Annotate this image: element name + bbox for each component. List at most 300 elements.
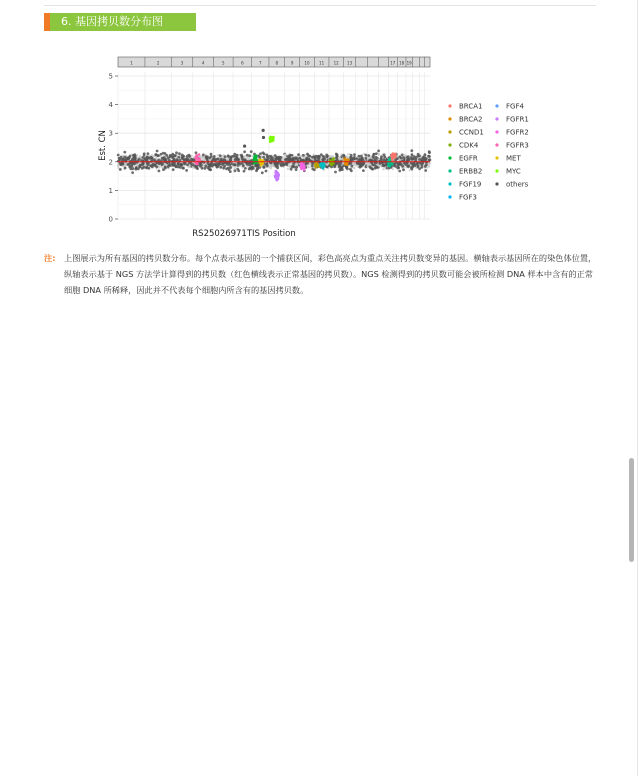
cn-point-other: [192, 163, 195, 166]
cn-point-other: [380, 155, 383, 158]
cn-point-other: [182, 167, 185, 170]
cn-point-other: [222, 167, 225, 170]
cn-point-other: [163, 158, 166, 161]
cn-point-other: [393, 162, 396, 165]
legend-label: EGFR: [459, 154, 478, 163]
cn-point-other: [156, 150, 159, 153]
legend-swatch: [448, 156, 451, 159]
cn-point: [270, 167, 272, 169]
gene-point-egfr: [253, 157, 256, 160]
cn-point: [382, 168, 384, 170]
cn-point-other: [230, 156, 233, 159]
cn-point-other: [397, 167, 400, 170]
cn-point-other: [291, 154, 294, 157]
cn-point: [251, 155, 253, 157]
cn-point-other: [186, 157, 189, 160]
cn-point: [340, 153, 342, 155]
cn-point-other: [297, 153, 300, 156]
cn-point-other: [237, 169, 240, 172]
cn-point: [308, 166, 310, 168]
cn-point-other: [262, 156, 265, 159]
cn-point-other: [210, 155, 213, 158]
legend-swatch: [448, 117, 451, 120]
y-tick-label: 4: [108, 101, 113, 110]
cn-point-other: [411, 162, 414, 165]
y-tick-label: 3: [108, 129, 113, 138]
cn-point-other: [371, 168, 374, 171]
cn-point-other: [124, 167, 127, 170]
cn-point-other: [183, 162, 186, 165]
cn-point-other: [367, 154, 370, 157]
cn-point-other: [406, 156, 409, 159]
cn-point-other: [132, 167, 135, 170]
cn-point-other: [160, 153, 163, 156]
legend-label: MYC: [506, 167, 521, 176]
cn-point-other: [131, 164, 134, 167]
cn-point-other: [398, 162, 401, 165]
cn-point-other: [333, 165, 336, 168]
legend-label: others: [506, 180, 529, 189]
legend-swatch: [448, 182, 451, 185]
cn-point-outlier: [243, 144, 246, 147]
legend-label: FGFR3: [506, 141, 529, 150]
cn-point-other: [374, 167, 377, 170]
cn-point-other: [153, 158, 156, 161]
y-tick-label: 1: [108, 186, 113, 195]
gene-point-brca1: [394, 156, 397, 159]
cn-point-other: [227, 167, 230, 170]
gene-point-myc: [269, 137, 272, 140]
cn-point-other: [377, 150, 380, 153]
cn-point-other: [135, 166, 138, 169]
chromosome-label: 13: [347, 60, 353, 66]
cn-point-other: [285, 163, 288, 166]
gene-point-met: [260, 164, 263, 167]
cn-point-other: [292, 157, 295, 160]
gene-point-fgfr2: [300, 167, 303, 170]
legend-label: ERBB2: [459, 167, 483, 176]
y-tick-label: 2: [108, 158, 113, 167]
cn-point-other: [241, 155, 244, 158]
cn-point-other: [147, 152, 150, 155]
cn-point-other: [306, 157, 309, 160]
cn-point: [155, 156, 157, 158]
cn-point-other: [229, 159, 232, 162]
cn-point-other: [228, 164, 231, 167]
cn-point-other: [236, 158, 239, 161]
cn-point: [201, 156, 203, 158]
cn-point-other: [121, 158, 124, 161]
y-axis-title: Est. CN: [98, 130, 108, 161]
gene-point-ccnd1: [314, 163, 317, 166]
cn-point-other: [342, 154, 345, 157]
cn-point: [151, 154, 153, 156]
cn-point-other: [364, 157, 367, 160]
cn-point-other: [119, 168, 122, 171]
cn-point-other: [233, 163, 236, 166]
chromosome-label: 11: [319, 60, 325, 66]
cn-point-other: [213, 155, 216, 158]
cn-point-other: [353, 153, 356, 156]
cn-point-other: [158, 170, 161, 173]
cn-point-other: [349, 162, 352, 165]
cn-point-other: [364, 154, 367, 157]
cn-point-other: [210, 153, 213, 156]
cn-point-other: [155, 165, 158, 168]
gene-point-fgfr1: [274, 171, 277, 174]
cn-point-other: [405, 163, 408, 166]
gene-point-fgfr1: [277, 173, 280, 176]
legend-swatch: [448, 169, 451, 172]
legend-swatch: [448, 143, 451, 146]
cn-point-other: [192, 158, 195, 161]
cn-point-other: [164, 166, 167, 169]
cn-point-other: [165, 154, 168, 157]
cn-point-other: [143, 166, 146, 169]
cn-point: [428, 165, 430, 167]
legend-swatch: [495, 169, 498, 172]
cn-point-other: [117, 154, 120, 157]
cn-point-other: [427, 155, 430, 158]
cn-point-other: [243, 150, 246, 153]
cn-point-other: [360, 155, 363, 158]
cn-point-other: [418, 155, 421, 158]
legend-swatch: [495, 143, 498, 146]
cn-point-other: [375, 152, 378, 155]
cn-point-other: [299, 157, 302, 160]
legend-label: FGF19: [459, 180, 482, 189]
legend-swatch: [495, 104, 498, 107]
legend-swatch: [495, 117, 498, 120]
chromosome-label: 1: [130, 60, 133, 66]
cn-point-other: [204, 167, 207, 170]
cn-point-other: [213, 163, 216, 166]
chromosome-label: 12: [333, 60, 339, 66]
cn-point-other: [133, 163, 136, 166]
cn-point-other: [262, 151, 265, 154]
cn-point-other: [248, 155, 251, 158]
cn-point-other: [383, 153, 386, 156]
cn-point-other: [313, 168, 316, 171]
cn-point: [313, 154, 315, 156]
cn-point-other: [410, 149, 413, 152]
cn-point-other: [206, 158, 209, 161]
cn-point-other: [243, 170, 246, 173]
legend-label: BRCA1: [459, 102, 483, 111]
chromosome-label: 5: [221, 60, 225, 66]
cn-point-other: [244, 167, 247, 170]
cn-point-other: [123, 151, 126, 154]
gene-point-myc: [269, 139, 272, 142]
cn-point-other: [123, 156, 126, 159]
cn-point: [234, 168, 236, 170]
copy-number-chart: [85, 52, 545, 242]
cn-point-other: [152, 163, 155, 166]
page-edge: [637, 0, 638, 776]
cn-point-other: [398, 170, 401, 173]
gene-point-fgfr3: [196, 163, 199, 166]
cn-point-other: [168, 159, 171, 162]
cn-point-other: [350, 169, 353, 172]
cn-point-other: [334, 171, 337, 174]
chromosome-label: 8: [275, 60, 279, 66]
cn-point-other: [261, 171, 264, 174]
chromosome-label: 9: [290, 60, 294, 66]
cn-point-other: [265, 170, 268, 173]
cn-point-other: [177, 163, 180, 166]
cn-point-other: [295, 166, 298, 169]
chromosome-label: 6: [241, 60, 244, 66]
legend-label: CCND1: [459, 128, 484, 137]
cn-point-other: [122, 163, 125, 166]
cn-point-other: [213, 158, 216, 161]
cn-point-other: [224, 155, 227, 158]
cn-point-other: [269, 155, 272, 158]
cn-point-other: [155, 154, 158, 157]
cn-point-other: [336, 153, 339, 156]
cn-point: [366, 165, 368, 167]
note-label: 注:: [44, 253, 56, 263]
gene-point-fgfr2: [300, 163, 303, 166]
legend-label: FGFR1: [506, 115, 529, 124]
cn-point-outlier: [262, 129, 265, 132]
cn-point-other: [346, 168, 349, 171]
legend-swatch: [448, 104, 451, 107]
cn-point-other: [186, 164, 189, 167]
cn-point-other: [414, 163, 417, 166]
cn-point: [287, 168, 289, 170]
chromosome-strip: [118, 57, 430, 67]
cn-point-other: [250, 166, 253, 169]
legend-label: BRCA2: [459, 115, 483, 124]
chromosome-label: 3: [180, 60, 184, 66]
gene-point-brca2: [344, 157, 347, 160]
cn-point-other: [429, 159, 432, 162]
cn-point-other: [250, 150, 253, 153]
cn-point-other: [127, 163, 130, 166]
cn-point-other: [315, 155, 318, 158]
cn-point: [409, 169, 411, 171]
cn-point-other: [133, 155, 136, 158]
cn-point-other: [209, 168, 212, 171]
gene-point-fgfr1: [276, 175, 279, 178]
cn-point-other: [172, 168, 175, 171]
cn-point-other: [162, 168, 165, 171]
cn-point-other: [396, 157, 399, 160]
cn-point: [392, 168, 394, 170]
cn-point-other: [424, 169, 427, 172]
cn-point-other: [290, 168, 293, 171]
chromosome-label: 2: [156, 60, 160, 66]
section-header: [44, 13, 196, 31]
cn-point-other: [359, 166, 362, 169]
cn-point-other: [259, 156, 262, 159]
cn-point-other: [355, 157, 358, 160]
cn-point-other: [239, 162, 242, 165]
gene-point-fgfr2: [303, 164, 306, 167]
cn-point-other: [131, 171, 134, 174]
cn-point-other: [205, 155, 208, 158]
cn-point-other: [219, 166, 222, 169]
gene-point-brca1: [394, 153, 397, 156]
legend-swatch: [495, 182, 498, 185]
cn-point-other: [424, 158, 427, 161]
cn-point-other: [338, 164, 341, 167]
cn-point-other: [336, 157, 339, 160]
cn-point-other: [243, 158, 246, 161]
gene-point-fgfr3: [198, 153, 201, 156]
cn-point-other: [149, 156, 152, 159]
legend-label: FGF4: [506, 102, 524, 111]
cn-point-other: [186, 155, 189, 158]
note-text: 上图展示为所有基因的拷贝数分布。每个点表示基因的一个捕获区间，彩色高亮点为重点关注拷贝数变异的基因。横轴表示基因所在的染色体位置，纵轴表示基于 NGS 方法学计算得到的拷贝数（红色横线表示正常基因的拷贝数）。NGS 检测得到的拷贝数可能会被所检测 DNA 样本中含有的正常细胞 DNA 所稀释，因此并不代表每个细胞内所含有的基因拷贝数。: [64, 253, 597, 295]
cn-point-other: [178, 152, 181, 155]
cn-point-other: [129, 155, 132, 158]
cn-point-other: [157, 159, 160, 162]
cn-point-other: [420, 163, 423, 166]
chromosome-label: 17: [390, 60, 396, 66]
cn-point-other: [402, 168, 405, 171]
cn-point: [272, 165, 274, 167]
cn-point: [217, 154, 219, 156]
cn-point-other: [120, 156, 123, 159]
legend-swatch: [448, 130, 451, 133]
cn-point-other: [177, 156, 180, 159]
cn-point-other: [234, 169, 237, 172]
gene-point-fgfr1: [275, 179, 278, 182]
cn-point-other: [428, 151, 431, 154]
cn-point-other: [286, 158, 289, 161]
cn-point-other: [350, 158, 353, 161]
cn-point-other: [401, 154, 404, 157]
gene-point-myc: [272, 139, 275, 142]
cn-point-other: [246, 154, 249, 157]
cn-point-other: [233, 153, 236, 156]
legend-swatch: [495, 130, 498, 133]
chromosome-label: 4: [201, 60, 205, 66]
cn-point-other: [424, 153, 427, 156]
cn-point-other: [397, 164, 400, 167]
cn-point-other: [368, 165, 371, 168]
gene-point-fgfr3: [197, 158, 200, 161]
cn-point: [378, 154, 380, 156]
cn-point-other: [181, 155, 184, 158]
gene-point-erbb2: [387, 164, 390, 167]
x-axis-title: RS25026971TIS Position: [192, 229, 296, 239]
cn-point-other: [185, 169, 188, 172]
cn-point-other: [138, 158, 141, 161]
cn-point: [288, 165, 290, 167]
gene-point-fgf19: [320, 163, 323, 166]
legend-label: FGF3: [459, 193, 477, 202]
cn-point-other: [408, 164, 411, 167]
cn-point-other: [246, 163, 249, 166]
y-tick-label: 0: [108, 215, 113, 224]
cn-point-other: [195, 151, 198, 154]
cn-point-other: [362, 159, 365, 162]
cn-point-other: [274, 154, 277, 157]
cn-point-other: [320, 153, 323, 156]
cn-point-other: [411, 158, 414, 161]
cn-point-other: [161, 163, 164, 166]
gene-point-fgf19: [322, 167, 325, 170]
cn-point-other: [295, 168, 298, 171]
plot-panel: [118, 72, 430, 219]
cn-point-other: [335, 162, 338, 165]
cn-point-other: [425, 164, 428, 167]
gene-point-fgfr3: [195, 154, 198, 157]
cn-point-other: [362, 169, 365, 172]
chromosome-label: 19: [406, 60, 412, 66]
cn-point-other: [177, 166, 180, 169]
chart-legend: [448, 103, 528, 202]
cn-point-other: [276, 166, 279, 169]
top-divider: [44, 5, 596, 6]
legend-label: MET: [506, 154, 521, 163]
cn-point-other: [325, 154, 328, 157]
gene-point-brca1: [390, 154, 393, 157]
cn-point-other: [144, 157, 147, 160]
section-title: 6. 基因拷贝数分布图: [61, 15, 163, 28]
legend-swatch: [495, 156, 498, 159]
gene-point-met: [259, 159, 262, 162]
cn-point-other: [234, 158, 237, 161]
chromosome-label: 18: [399, 60, 405, 66]
cn-point-other: [372, 155, 375, 158]
cn-point-other: [383, 165, 386, 168]
cn-point-other: [201, 167, 204, 170]
cn-point-other: [400, 157, 403, 160]
cn-point-outlier: [262, 136, 265, 139]
cn-point-other: [418, 167, 421, 170]
cn-point-other: [308, 158, 311, 161]
cn-point-other: [256, 167, 259, 170]
page-scrollbar[interactable]: [629, 458, 634, 562]
cn-point-other: [170, 154, 173, 157]
cn-point-other: [138, 165, 141, 168]
chromosome-label: 7: [259, 60, 262, 66]
section-accent-bar: [44, 13, 50, 31]
chromosome-label: 10: [304, 60, 310, 66]
cn-point-other: [207, 166, 210, 169]
y-tick-label: 5: [108, 72, 113, 81]
cn-point: [353, 164, 355, 166]
legend-swatch: [448, 195, 451, 198]
cn-point-other: [302, 154, 305, 157]
chart-note: [44, 250, 599, 298]
gene-point-brca2: [347, 159, 350, 162]
cn-point-other: [278, 158, 281, 161]
cn-point-other: [219, 154, 222, 157]
cn-point-other: [146, 162, 149, 165]
cn-point: [353, 167, 355, 169]
cn-point-other: [292, 164, 295, 167]
cn-point-other: [176, 158, 179, 161]
cn-point-other: [188, 155, 191, 158]
cn-point-other: [227, 155, 230, 158]
cn-point-other: [350, 165, 353, 168]
cn-point-other: [217, 158, 220, 161]
cn-point-other: [195, 166, 198, 169]
cn-point-other: [361, 164, 364, 167]
legend-label: FGFR2: [506, 128, 529, 137]
cn-point-other: [262, 165, 265, 168]
cn-point-other: [141, 156, 144, 159]
legend-label: CDK4: [459, 141, 479, 150]
cn-point-other: [175, 151, 178, 154]
cn-point-other: [259, 152, 262, 155]
cn-point-other: [412, 155, 415, 158]
